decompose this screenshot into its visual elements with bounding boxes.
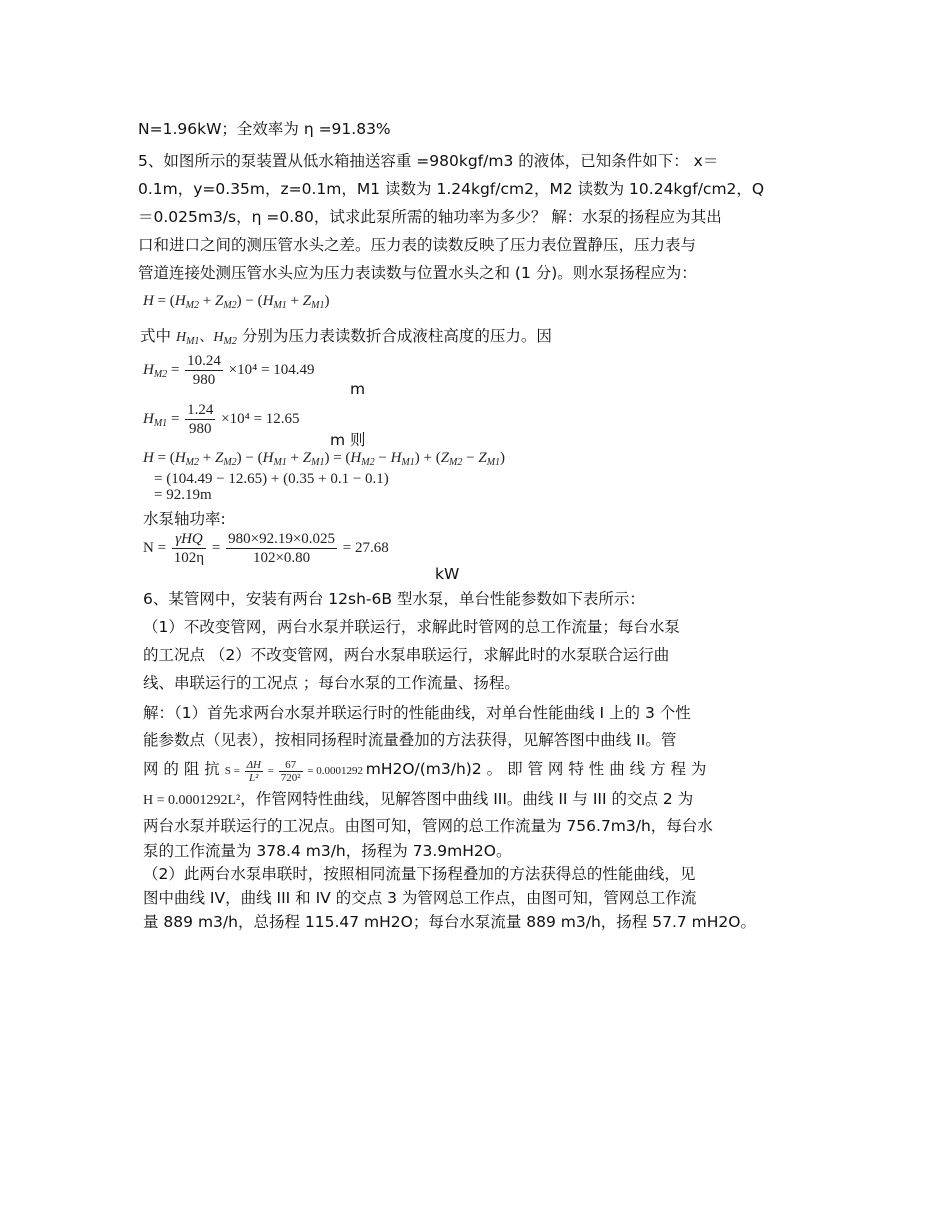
text-line: 口和进口之间的测压管水头之差。压力表的读数反映了压力表位置静压，压力表与 [138,236,697,254]
equation-impedance: S = $\frac{\Delta H}{\text{L²}}$ = $\frac{67}{\text{720²}}$ = 0.0001292 [224,758,363,784]
fraction-numerator: ΔH [246,758,261,771]
fraction-denominator: L² [249,771,259,784]
text-line: 的工况点 （2）不改变管网，两台水泵串联运行，求解此时的水泵联合运行曲 [143,646,670,664]
fraction-numerator: 67 [279,759,303,772]
fraction-denominator: 980 [189,421,212,437]
unit-label: m 则 [330,431,366,449]
text-fragment: 分别为压力表读数折合成液柱高度的压力。因 [241,327,552,345]
text-line: 能参数点（见表），按相同扬程时流量叠加的方法获得，见解答图中曲线 II。管 [143,731,677,749]
text-fragment: ，作管网特性曲线，见解答图中曲线 III。曲线 II 与 III 的交点 2 为 [240,790,694,808]
text-line: 解：（1）首先求两台水泵并联运行时的性能曲线，对单台性能曲线 I 上的 3 个性 [143,704,691,722]
unit-label: m [350,380,366,398]
equation-hm2: $H_{M2}$ = $\frac{10.24}{980}$ ×10⁴ = 104.49 [143,353,315,388]
text-line [143,758,808,784]
equation-step: = (104.49 − 12.65) + (0.35 + 0.1 − 0.1) [154,471,389,487]
equation-head: $H = (H_{M2} + Z_{M2}) - (H_{M1} + Z_{M1})$ [143,293,330,311]
text-line: N=1.96kW；全效率为 η =91.83% [138,120,391,138]
equation-curve: H = 0.0001292L² [143,793,241,808]
fraction-numerator: 10.24 [187,353,221,369]
symbol-hm: $H_{M1}$、$H_{M2}$ [175,330,237,347]
equation-head-derivation: $H = (H_{M2} + Z_{M2}) - (H_{M1} + Z_{M1}) = (H_{M2} - H_{M1}) + (Z_{M2} - Z_{M1})$ = (104.49 − 12.65) + (0.35 + 0.1 − 0.1) = 92.19m [143,450,506,503]
text-line: 量 889 m3/h，总扬程 115.47 mH2O；每台水泵流量 889 m3/h，扬程 57.7 mH2O。 [143,913,756,931]
text-line [143,788,693,812]
text-line: 0.1m，y=0.35m，z=0.1m，M1 读数为 1.24kgf/cm2，M2 读数为 10.24kgf/cm2，Q [138,180,765,198]
equation-result: ×10⁴ = 12.65 [221,410,300,427]
text-fragment: mH2O/(m3/h)2 。 即 管 网 特 性 曲 线 方 程 为 [365,760,707,778]
equation-step: = 92.19m [154,487,212,503]
equation-result: = 0.0001292 [307,765,363,777]
text-line: 图中曲线 IV，曲线 III 和 IV 的交点 3 为管网总工作点，由图可知，管网总工作流 [143,889,697,907]
equation-hm1: $H_{M1}$ = $\frac{1.24}{980}$ ×10⁴ = 12.65 [143,402,300,437]
fraction-numerator: γHQ [172,530,206,549]
text-line: 两台水泵并联运行的工况点。由图可知，管网的总工作流量为 756.7m3/h，每台水 [143,817,713,835]
text-line: 6、某管网中，安装有两台 12sh-6B 型水泵，单台性能参数如下表所示： [143,590,645,608]
text-line [140,325,552,353]
fraction-numerator: 980×92.19×0.025 [228,531,336,547]
equation-lhs: S = [224,765,240,777]
text-line: （1）不改变管网，两台水泵并联运行，求解此时管网的总工作流量；每台水泵 [143,618,680,636]
fraction-numerator: 1.24 [187,402,214,418]
fraction-denominator: 102η [173,550,205,566]
equation-result: = 27.68 [342,539,389,556]
equation-result: ×10⁴ = 104.49 [228,361,315,378]
text-fragment: 式中 [140,327,172,345]
fraction-denominator: 102×0.80 [252,550,311,566]
text-fragment: 网 的 阻 抗 [143,760,220,778]
equation-lhs: N = [143,539,167,556]
text-line: 泵的工作流量为 378.4 m3/h，扬程为 73.9mH2O。 [143,842,512,860]
fraction-denominator: 980 [192,372,216,388]
text-line: 水泵轴功率: [143,510,226,528]
text-line: ＝0.025m3/s，η =0.80，试求此泵所需的轴功率为多少？ 解：水泵的扬程应为其出 [138,208,722,226]
text-line: 5、如图所示的泵装置从低水箱抽送容重 =980kgf/m3 的液体，已知条件如下： x＝ [138,152,719,170]
text-line: 线、串联运行的工况点 ；每台水泵的工作流量、扬程。 [143,674,520,692]
text-line: 管道连接处测压管水头应为压力表读数与位置水头之和 (1 分)。则水泵扬程应为： [138,264,697,282]
equation-shaft-power: N = $\frac{\text{γHQ}}{102\eta}$ = $\frac{980\times 92.19\times 0.025}{102\times 0.80}$ = 27.68 [143,531,389,566]
text-line: （2）此两台水泵串联时，按照相同流量下扬程叠加的方法获得总的性能曲线，见 [143,865,696,883]
fraction-denominator: 720² [280,771,301,784]
unit-label: kW [435,565,460,583]
